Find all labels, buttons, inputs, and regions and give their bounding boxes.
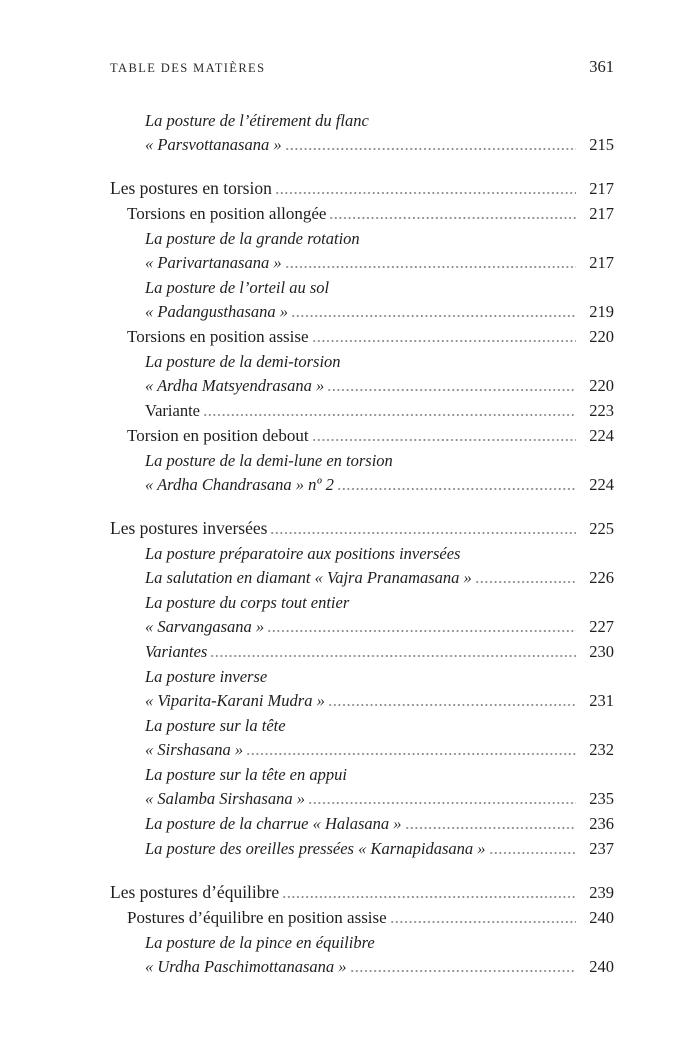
toc-entry-wrap-row <box>145 542 614 566</box>
running-head-title: TABLE DES MATIÈRES <box>110 61 266 75</box>
toc-entry-wrap-row <box>145 350 614 374</box>
dot-leader <box>476 581 576 583</box>
toc-entry-leader-row <box>145 133 614 157</box>
toc-entry-page-number: 224 <box>589 475 614 494</box>
toc-entry-wrap-row <box>145 449 614 473</box>
toc-entry <box>127 325 614 349</box>
dot-leader <box>406 827 576 829</box>
toc-entry-title: La posture inverse <box>145 667 268 686</box>
folio-page-number: 361 <box>589 57 614 76</box>
toc-entry-wrap-row <box>145 109 614 133</box>
toc-entry-page-number: 217 <box>589 204 614 223</box>
toc-entry-title: « Ardha Chandrasana » nº 2 <box>145 475 334 494</box>
toc-entry-title: La salutation en diamant « Vajra Pranamasana » <box>145 568 472 587</box>
toc-entry <box>145 837 614 861</box>
toc-entry-title: La posture préparatoire aux positions inversées <box>145 544 461 563</box>
page-header <box>110 57 614 77</box>
toc-entry-title: La posture du corps tout entier <box>145 593 350 612</box>
toc-entry-title: La posture de la demi-lune en torsion <box>145 451 393 470</box>
toc-entry-title: Torsion en position debout <box>127 426 309 445</box>
toc-entry-leader-row <box>110 176 614 201</box>
toc-entry-title: « Parsvottanasana » <box>145 135 282 154</box>
toc-entry-title: Postures d’équilibre en position assise <box>127 908 387 927</box>
toc-entry <box>127 906 614 930</box>
toc-entry-title: Torsions en position assise <box>127 327 309 346</box>
toc-entry-title: Variantes <box>145 642 208 661</box>
toc-entry-leader-row <box>145 955 614 979</box>
toc-entry-leader-row <box>145 689 614 713</box>
toc-entry-wrap-row <box>145 276 614 300</box>
toc-entry-page-number: 237 <box>589 839 614 858</box>
toc-entry-wrap-row <box>145 931 614 955</box>
toc-entry-leader-row <box>145 615 614 639</box>
toc-entry-title: La posture de la charrue « Halasana » <box>145 814 402 833</box>
toc-entry <box>145 763 614 811</box>
toc-entry-leader-row <box>110 880 614 905</box>
toc-entry <box>127 424 614 448</box>
toc-entry-title: « Parivartanasana » <box>145 253 282 272</box>
toc-entry <box>145 665 614 713</box>
dot-leader <box>351 970 576 972</box>
toc-entry-page-number: 232 <box>589 740 614 759</box>
toc-entry-title: « Salamba Sirshasana » <box>145 789 305 808</box>
dot-leader <box>328 389 576 391</box>
toc-entry <box>145 109 614 157</box>
dot-leader <box>247 753 576 755</box>
toc-entry-page-number: 220 <box>589 327 614 346</box>
toc-entry-title: La posture des oreilles pressées « Karnapidasana » <box>145 839 486 858</box>
toc-entry-title: « Padangusthasana » <box>145 302 289 321</box>
toc-entry-leader-row <box>145 251 614 275</box>
dot-leader <box>391 921 576 923</box>
toc-entry <box>145 399 614 423</box>
toc-entry-page-number: 231 <box>589 691 614 710</box>
toc-entry-leader-row <box>127 424 614 448</box>
toc-entry-page-number: 224 <box>589 426 614 445</box>
dot-leader <box>268 630 576 632</box>
toc-entry <box>145 591 614 639</box>
toc-entry-wrap-row <box>145 714 614 738</box>
toc-entry-title: « Sirshasana » <box>145 740 244 759</box>
toc-entry <box>145 714 614 762</box>
toc-entry-title: La posture de l’orteil au sol <box>145 278 330 297</box>
toc-entry <box>145 812 614 836</box>
dot-leader <box>292 315 576 317</box>
toc-entry <box>145 227 614 275</box>
toc-entry-leader-row <box>145 374 614 398</box>
dot-leader <box>330 217 576 219</box>
dot-leader <box>309 802 576 804</box>
toc-entry <box>145 931 614 979</box>
dot-leader <box>338 488 576 490</box>
toc-entry-title: « Ardha Matsyendrasana » <box>145 376 325 395</box>
toc-entry-title: La posture de la pince en équilibre <box>145 933 375 952</box>
toc-entry-page-number: 219 <box>589 302 614 321</box>
toc-entry-leader-row <box>110 516 614 541</box>
toc-entry-leader-row <box>145 787 614 811</box>
toc-entry-leader-row <box>145 566 614 590</box>
toc-entry-page-number: 239 <box>589 883 614 902</box>
toc-entry-page-number: 223 <box>589 401 614 420</box>
toc-entry-title: « Viparita-Karani Mudra » <box>145 691 325 710</box>
dot-leader <box>283 896 576 898</box>
toc-entry-wrap-row <box>145 591 614 615</box>
toc-entry-title: Les postures inversées <box>110 518 268 538</box>
toc-entry <box>110 176 614 201</box>
dot-leader <box>490 852 576 854</box>
toc-entry <box>145 276 614 324</box>
toc-entry <box>110 880 614 905</box>
toc-entry-title: Torsions en position allongée <box>127 204 327 223</box>
toc-entry-title: Les postures en torsion <box>110 178 272 198</box>
toc-entry-page-number: 227 <box>589 617 614 636</box>
toc-entry-leader-row <box>145 399 614 423</box>
toc-entry-leader-row <box>145 473 614 497</box>
dot-leader <box>329 704 576 706</box>
toc-entry-leader-row <box>127 906 614 930</box>
dot-leader <box>286 266 576 268</box>
toc-entries <box>110 109 614 979</box>
toc-entry-wrap-row <box>145 227 614 251</box>
dot-leader <box>276 192 576 194</box>
toc-entry-leader-row <box>145 640 614 664</box>
toc-entry-page-number: 235 <box>589 789 614 808</box>
toc-entry-page-number: 217 <box>589 179 614 198</box>
toc-entry-page-number: 217 <box>589 253 614 272</box>
toc-entry-title: La posture de l’étirement du flanc <box>145 111 369 130</box>
toc-entry-title: La posture de la grande rotation <box>145 229 360 248</box>
dot-leader <box>286 148 576 150</box>
toc-entry-title: « Sarvangasana » <box>145 617 265 636</box>
toc-entry-title: La posture de la demi-torsion <box>145 352 341 371</box>
toc-entry <box>110 516 614 541</box>
toc-entry-leader-row <box>145 300 614 324</box>
toc-entry-title: Variante <box>145 401 200 420</box>
toc-entry-wrap-row <box>145 665 614 689</box>
toc-entry-title: La posture sur la tête <box>145 716 286 735</box>
toc-entry-page-number: 236 <box>589 814 614 833</box>
toc-entry-page-number: 225 <box>589 519 614 538</box>
toc-entry-title: La posture sur la tête en appui <box>145 765 347 784</box>
toc-entry-page-number: 230 <box>589 642 614 661</box>
toc-entry <box>145 350 614 398</box>
toc-entry-page-number: 240 <box>589 908 614 927</box>
toc-entry-title: « Urdha Paschimottanasana » <box>145 957 347 976</box>
toc-entry-title: Les postures d’équilibre <box>110 882 280 902</box>
toc-entry-leader-row <box>145 837 614 861</box>
toc-entry-wrap-row <box>145 763 614 787</box>
toc-entry-page-number: 226 <box>589 568 614 587</box>
toc-entry <box>145 449 614 497</box>
toc-entry <box>145 640 614 664</box>
toc-entry-leader-row <box>145 738 614 762</box>
dot-leader <box>204 414 576 416</box>
toc-entry-leader-row <box>127 325 614 349</box>
toc-entry-page-number: 220 <box>589 376 614 395</box>
dot-leader <box>211 655 576 657</box>
toc-entry-leader-row <box>145 812 614 836</box>
toc-entry-page-number: 240 <box>589 957 614 976</box>
dot-leader <box>313 439 576 441</box>
toc-entry-leader-row <box>127 202 614 226</box>
dot-leader <box>271 532 576 534</box>
toc-entry <box>127 202 614 226</box>
toc-entry <box>145 542 614 590</box>
toc-entry-page-number: 215 <box>589 135 614 154</box>
dot-leader <box>313 340 576 342</box>
